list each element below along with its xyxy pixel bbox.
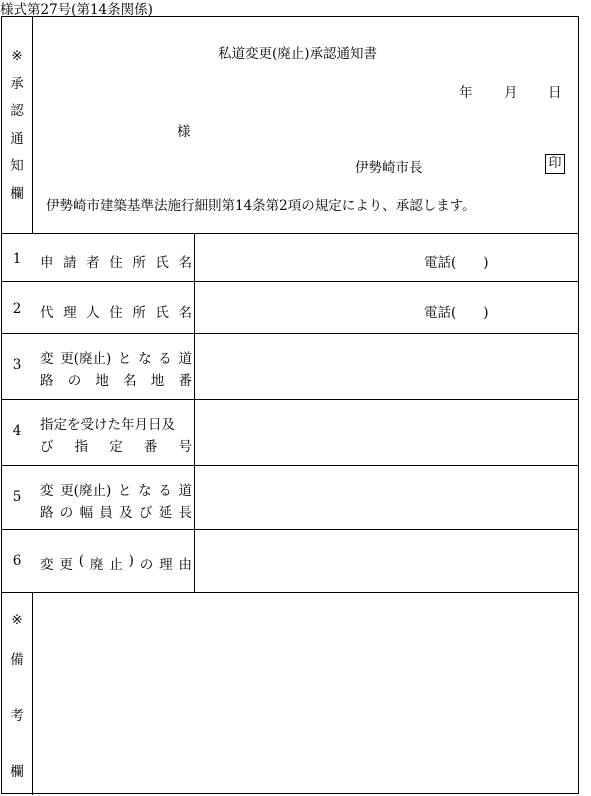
row-label: 申 請 者 住 所 氏 名	[40, 255, 192, 271]
remarks-divider	[32, 592, 33, 795]
row-number: 1	[12, 251, 22, 267]
document-title: 私道変更(廃止)承認通知書	[218, 46, 378, 62]
addressee-suffix: 様	[177, 124, 191, 140]
header-side-label: ※ 承 認 通 知 欄	[10, 48, 24, 202]
row-number: 5	[12, 489, 22, 505]
header-divider	[32, 17, 33, 233]
row-label-line2: 路 の 地 名 地 番	[40, 373, 192, 389]
date-month: 月	[504, 85, 518, 101]
form-frame	[1, 16, 579, 794]
row-label-line1: 変 更(廃止) と な る 道	[40, 483, 192, 499]
seal-mark: 印	[545, 154, 565, 174]
approval-statement: 伊勢崎市建築基準法施行細則第14条第2項の規定により、承認します。	[46, 198, 476, 214]
row-label-line1: 指定を受けた年月日及	[40, 417, 175, 433]
row-number: 4	[12, 423, 22, 439]
header-bottom-rule	[2, 233, 578, 234]
date-year: 年	[459, 85, 473, 101]
row-label: 変 更 ( 廃 止 ) の 理 由	[40, 553, 192, 573]
row-label: 代 理 人 住 所 氏 名	[40, 305, 192, 321]
row-number: 2	[12, 301, 22, 317]
row-label-line2: 路 の 幅 員 及 び 延 長	[40, 505, 192, 521]
row-number: 3	[12, 357, 22, 373]
form-number: 様式第27号(第14条関係)	[0, 2, 153, 18]
tel-label: 電話( )	[424, 255, 489, 271]
tel-label: 電話( )	[424, 305, 489, 321]
rows-divider	[194, 233, 195, 592]
row-label-line2: び 指 定 番 号	[40, 439, 192, 455]
row-label-line1: 変 更(廃止) と な る 道	[40, 351, 192, 367]
date-day: 日	[548, 85, 562, 101]
remarks-side-label: ※ 備 考 欄	[10, 612, 24, 780]
row-number: 6	[12, 553, 22, 569]
issuer-name: 伊勢崎市長	[355, 160, 423, 176]
